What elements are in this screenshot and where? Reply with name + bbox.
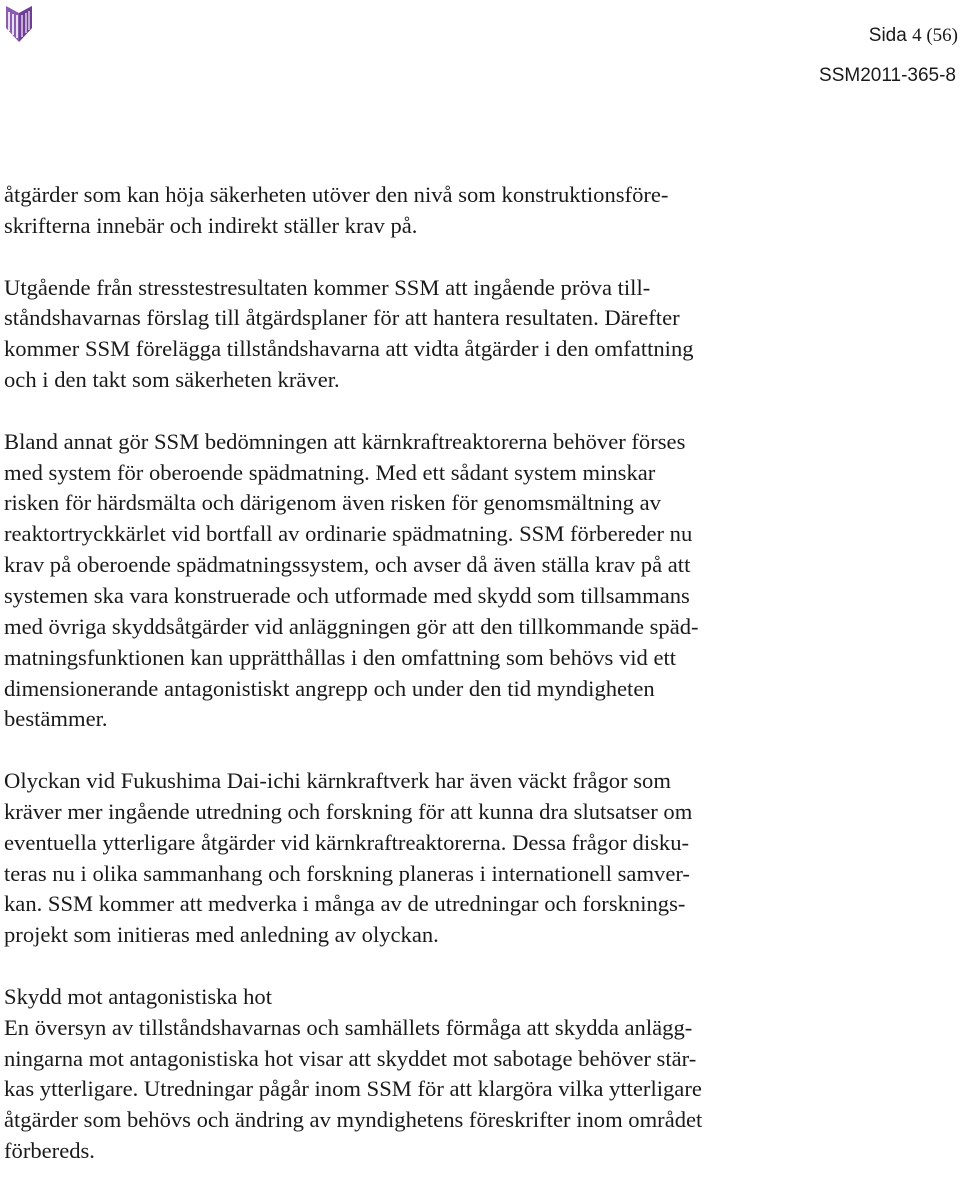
text-line: systemen ska vara konstruerade och utformade med skydd som tillsammans bbox=[4, 582, 690, 608]
text-line: matningsfunktionen kan upprätthållas i den omfattning som behövs vid ett bbox=[4, 644, 677, 670]
text-line: Bland annat gör SSM bedömningen att kärnkraftreaktorerna behöver förses bbox=[4, 428, 686, 454]
text-line: åtgärder som behövs och ändring av myndighetens föreskrifter inom området bbox=[4, 1107, 703, 1133]
text-line: skrifterna innebär och indirekt ställer krav på. bbox=[4, 212, 418, 238]
paragraph bbox=[4, 180, 956, 242]
text-line: risken för härdsmälta och därigenom även risken för genomsmältning av bbox=[4, 490, 661, 516]
text-line: åtgärder som kan höja säkerheten utöver den nivå som konstruktionsföre- bbox=[4, 182, 669, 207]
text-line: med övriga skyddsåtgärder vid anläggningen gör att den tillkommande späd- bbox=[4, 613, 699, 639]
ssm-logo-icon bbox=[4, 4, 34, 44]
text-line: Utgående från stresstestresultaten kommer SSM att ingående pröva till- bbox=[4, 274, 651, 300]
page-count: 4 (56) bbox=[912, 25, 958, 46]
text-line: kan. SSM kommer att medverka i många av de utredningar och forsknings- bbox=[4, 891, 686, 917]
text-line: dimensionerande antagonistiskt angrepp och under den tid myndigheten bbox=[4, 675, 655, 701]
text-line: En översyn av tillståndshavarnas och samhällets förmåga att skydda anlägg- bbox=[4, 1014, 693, 1040]
text-line: med system för oberoende spädmatning. Med ett sådant system minskar bbox=[4, 459, 656, 485]
text-line: reaktortryckkärlet vid bortfall av ordinarie spädmatning. SSM förbereder nu bbox=[4, 521, 693, 547]
section-heading: Skydd mot antagonistiska hot bbox=[4, 983, 272, 1009]
paragraph bbox=[4, 273, 956, 396]
text-line: Olyckan vid Fukushima Dai-ichi kärnkraftverk har även väckt frågor som bbox=[4, 768, 671, 794]
text-line: teras nu i olika sammanhang och forskning planeras i internationell samver- bbox=[4, 860, 690, 886]
paragraph bbox=[4, 766, 956, 951]
text-line: kas ytterligare. Utredningar pågår inom SSM för att klargöra vilka ytterligare bbox=[4, 1076, 702, 1102]
text-line: krav på oberoende spädmatningssystem, och avser då även ställa krav på att bbox=[4, 552, 691, 578]
page-number bbox=[869, 24, 958, 48]
page-label: Sida bbox=[868, 25, 907, 46]
text-line: ningarna mot antagonistiska hot visar att skyddet mot sabotage behöver stär- bbox=[4, 1045, 697, 1071]
text-line: eventuella ytterligare åtgärder vid kärnkraftreaktorerna. Dessa frågor disku- bbox=[4, 829, 690, 855]
text-line: projekt som initieras med anledning av olyckan. bbox=[4, 922, 439, 948]
text-line: ståndshavarnas förslag till åtgärdsplaner för att hantera resultaten. Därefter bbox=[4, 305, 680, 331]
text-line: förbereds. bbox=[4, 1138, 95, 1164]
text-line: kräver mer ingående utredning och forskning för att kunna dra slutsatser om bbox=[4, 798, 693, 824]
text-line: bestämmer. bbox=[4, 706, 108, 732]
text-line: och i den takt som säkerheten kräver. bbox=[4, 367, 340, 393]
document-body bbox=[4, 180, 956, 1198]
paragraph bbox=[4, 427, 956, 735]
document-id: SSM2011-365-8 bbox=[819, 65, 956, 86]
paragraph bbox=[4, 1013, 956, 1167]
text-line: kommer SSM förelägga tillståndshavarna att vidta åtgärder i den omfattning bbox=[4, 336, 694, 362]
